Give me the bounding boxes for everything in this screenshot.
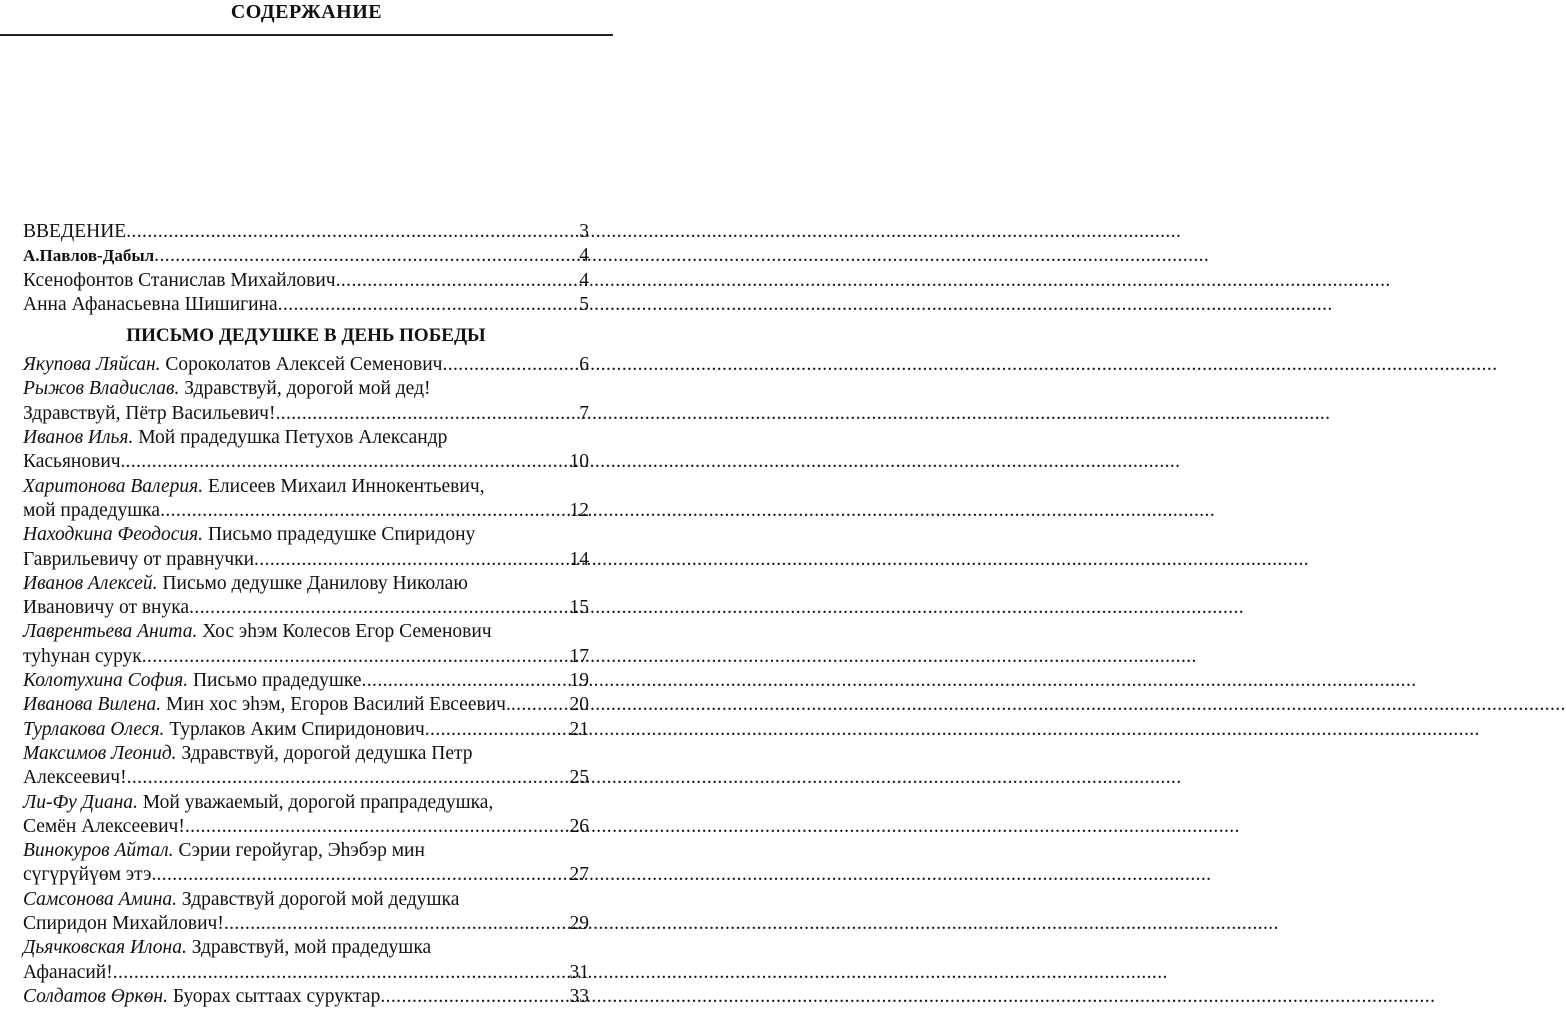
- entry-text: Афанасий!: [23, 961, 113, 983]
- entries-list: [23, 353, 589, 1009]
- page-title: СОДЕРЖАНИЕ: [230, 1, 383, 23]
- entry-text: Ивановичу от внука: [23, 597, 190, 619]
- toc-entry-continuation: [23, 961, 589, 985]
- entry-author: Солдатов Өркөн.: [23, 985, 168, 1007]
- entry-title: Хос эһэм Колесов Егор Семенович: [197, 621, 492, 643]
- dot-leader: [336, 269, 579, 293]
- page-number: 26: [569, 815, 589, 837]
- toc-entry-continuation: [23, 499, 589, 523]
- dot-leader: [160, 499, 568, 523]
- toc-entry: [23, 523, 589, 547]
- entry-author: Турлакова Олеся.: [23, 718, 165, 740]
- toc-entry-continuation: [23, 402, 589, 426]
- entry-text: ВВЕДЕНИЕ: [23, 221, 127, 242]
- entry-author: Самсонова Амина.: [23, 888, 178, 910]
- page-header: [0, 0, 613, 36]
- entry-author: Дьячковская Илона.: [23, 937, 187, 959]
- page-number: 33: [569, 985, 589, 1007]
- toc-entry-continuation: [23, 863, 589, 887]
- entry-author: Иванова Вилена.: [23, 694, 162, 716]
- toc-entry: [23, 936, 589, 960]
- entry-title: Мой прадедушка Петухов Александр: [133, 427, 448, 449]
- toc-line: [23, 220, 589, 244]
- toc-entry: [23, 475, 589, 499]
- section-title: ПИСЬМО ДЕДУШКЕ В ДЕНЬ ПОБЕДЫ: [126, 325, 486, 347]
- entry-text: мой прадедушка: [23, 499, 161, 521]
- entry-title: Турлаков Аким Спиридонович: [164, 718, 425, 740]
- toc-entry: [23, 669, 589, 693]
- page-number: 31: [569, 961, 589, 983]
- page-number: 25: [569, 767, 589, 789]
- toc-entry: [23, 620, 589, 644]
- entry-text: Здравствуй, Пётр Васильевич!: [23, 402, 276, 424]
- entry-author: Колотухина София.: [23, 670, 189, 692]
- toc-entry-continuation: [23, 766, 589, 790]
- dot-leader: [425, 718, 569, 742]
- entry-title: Здравствуй, дорогой мой дед!: [179, 378, 431, 400]
- entry-title: Елисеев Михаил Иннокентьевич,: [203, 475, 485, 497]
- entry-author: Рыжов Владислав.: [23, 378, 180, 400]
- page-number: 17: [569, 645, 589, 667]
- entry-text: Семён Алексеевич!: [23, 815, 185, 837]
- page-number: 5: [579, 293, 589, 315]
- page-number: 29: [569, 913, 589, 935]
- entry-title: Здравствуй дорогой мой дедушка: [177, 888, 460, 910]
- dot-leader: [185, 815, 569, 839]
- entry-author: Находкина Феодосия.: [23, 524, 204, 546]
- page-number: 15: [569, 597, 589, 619]
- entry-text: Касьянович.: [23, 451, 126, 473]
- toc-entry: [23, 839, 589, 863]
- dot-leader: [154, 244, 578, 268]
- dot-leader: [125, 450, 568, 474]
- page-number: 21: [569, 718, 589, 740]
- toc-entry-continuation: [23, 912, 589, 936]
- entry-author: Иванов Алексей.: [23, 572, 158, 594]
- entry-text: Алексеевич!: [23, 767, 127, 789]
- entry-text: Гаврильевичу от правнучки: [23, 548, 255, 570]
- page-number: 3: [579, 221, 589, 242]
- toc-entry: [23, 718, 589, 742]
- entry-title: Мой уважаемый, дорогой прапрадедушка,: [137, 791, 494, 813]
- dot-leader: [254, 548, 568, 572]
- toc-entry-continuation: [23, 596, 589, 620]
- entry-title: Буорах сыттаах суруктар: [167, 985, 381, 1007]
- dot-leader: [511, 693, 569, 717]
- entry-text: [23, 693, 511, 717]
- entry-text: [23, 353, 442, 377]
- entry-title: Здравствуй, мой прадедушка: [186, 937, 432, 959]
- page-number: 4: [579, 245, 589, 267]
- entry-title: Сороколатов Алексей Семенович: [160, 354, 443, 376]
- page-number: 6: [579, 354, 589, 376]
- dot-leader: [189, 596, 568, 620]
- page-number: 14: [569, 548, 589, 570]
- entry-author: Харитонова Валерия.: [23, 475, 204, 497]
- entry-author: Максимов Леонид.: [23, 742, 177, 764]
- dot-leader: [442, 353, 578, 377]
- toc-entry: [23, 742, 589, 766]
- entry-title: Здравствуй, дорогой дедушка Петр: [176, 742, 473, 764]
- dot-leader: [126, 220, 578, 244]
- entry-author: Якупова Ляйсан.: [23, 354, 161, 376]
- dot-leader: [113, 961, 569, 985]
- toc-line: [23, 293, 589, 317]
- entry-text: [23, 669, 362, 693]
- toc-entry-continuation: [23, 450, 589, 474]
- entry-text: А.Павлов-Дабыл: [23, 246, 155, 266]
- dot-leader: [275, 402, 578, 426]
- intro-list: [23, 220, 589, 317]
- dot-leader: [156, 863, 568, 887]
- page-number: 19: [569, 670, 589, 692]
- entry-text: [23, 985, 380, 1009]
- dot-leader: [380, 985, 568, 1009]
- page-number: 12: [569, 499, 589, 521]
- dot-leader: [224, 912, 569, 936]
- entry-title: Мин хос эһэм, Егоров Василий Евсеевич.: [161, 694, 511, 716]
- entry-author: Лаврентьева Анита.: [23, 621, 198, 643]
- dot-leader: [142, 645, 569, 669]
- entry-title: Письмо прадедушке: [188, 670, 362, 692]
- dot-leader: [362, 669, 569, 693]
- entry-text: Ксенофонтов Станислав Михайлович: [23, 269, 336, 291]
- entry-title: Сэрии геройугар, Эһэбэр мин: [173, 840, 425, 862]
- toc-entry-continuation: [23, 645, 589, 669]
- entry-text: [23, 718, 425, 742]
- page-number: 10: [569, 451, 589, 473]
- entry-title: Письмо дедушке Данилову Николаю: [157, 572, 468, 594]
- page-number: 27: [569, 864, 589, 886]
- toc-line: [23, 269, 589, 293]
- entry-text: сүгүрүйүөм этэ.: [23, 864, 157, 886]
- entry-author: Винокуров Айтал.: [23, 840, 174, 862]
- entry-text: Спиридон Михайлович!: [23, 913, 224, 935]
- toc-entry: [23, 791, 589, 815]
- page-number: 7: [579, 402, 589, 424]
- dot-leader: [127, 766, 569, 790]
- entry-author: Ли-Фу Диана.: [23, 791, 138, 813]
- toc-entry: [23, 985, 589, 1009]
- toc-line: [23, 244, 589, 268]
- page-number: 4: [579, 269, 589, 291]
- toc-entry-continuation: [23, 815, 589, 839]
- toc-entry: [23, 353, 589, 377]
- toc-entry: [23, 572, 589, 596]
- toc-entry: [23, 377, 589, 401]
- toc-entry: [23, 693, 589, 717]
- dot-leader: [278, 293, 579, 317]
- toc-entry: [23, 888, 589, 912]
- entry-title: Письмо прадедушке Спиридону: [203, 524, 476, 546]
- entry-text: туһунан сурук: [23, 645, 142, 667]
- toc-entry-continuation: [23, 548, 589, 572]
- table-of-contents: [23, 220, 589, 1009]
- entry-text: Анна Афанасьевна Шишигина: [23, 293, 278, 315]
- entry-author: Иванов Илья.: [23, 427, 134, 449]
- page-number: 20: [569, 694, 589, 716]
- toc-entry: [23, 426, 589, 450]
